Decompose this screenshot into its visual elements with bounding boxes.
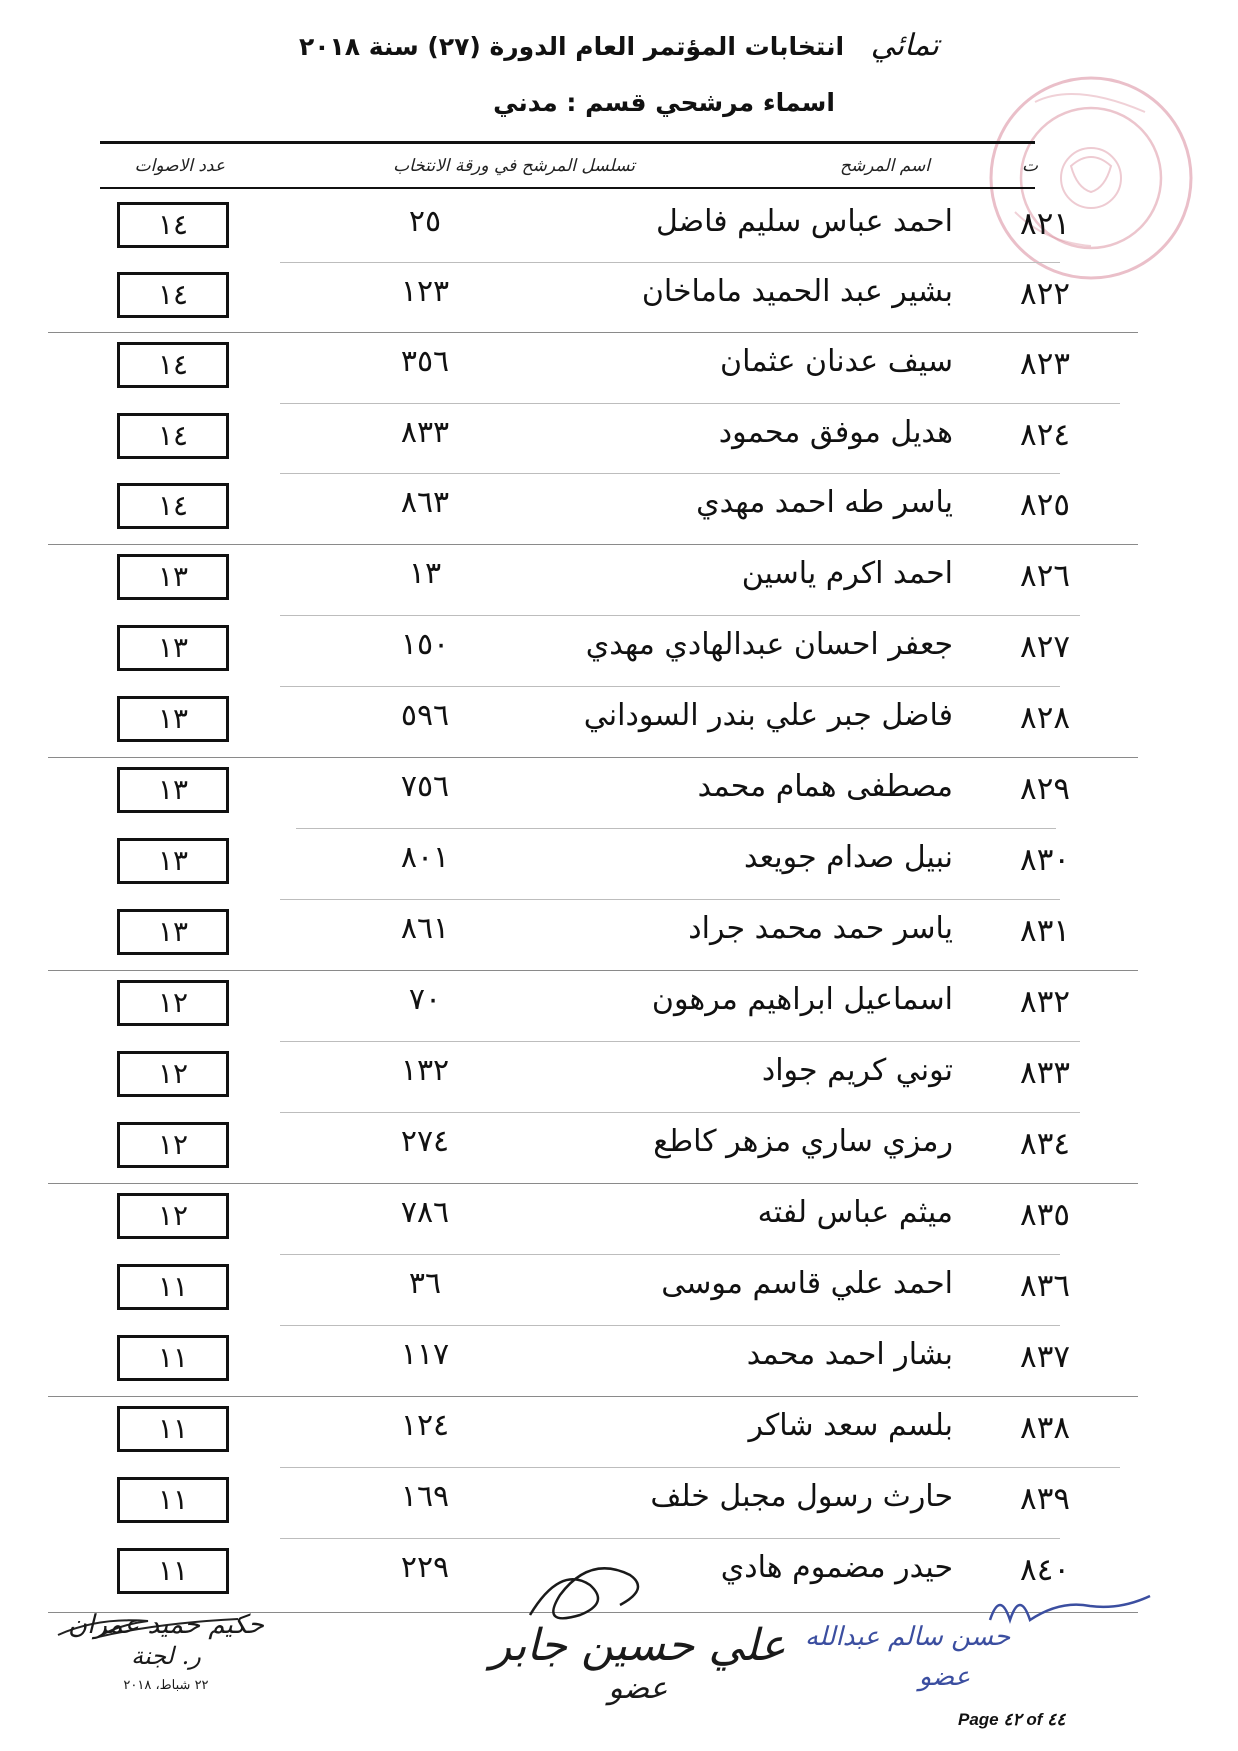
candidate-name: مصطفى همام محمد — [697, 769, 953, 804]
candidate-name: ياسر طه احمد مهدي — [696, 485, 953, 520]
row-number: ٨٢١ — [1020, 206, 1070, 242]
row-number: ٨٣٤ — [1020, 1126, 1070, 1162]
table-row — [0, 1187, 1238, 1257]
signature-left — [68, 1610, 264, 1693]
table-row — [0, 1542, 1238, 1612]
vote-count-box: ١١ — [117, 1548, 229, 1594]
table-row — [0, 690, 1238, 760]
table-row — [0, 336, 1238, 406]
row-separator — [48, 970, 1138, 971]
candidate-name: رمزي ساري مزهر كاطع — [653, 1124, 953, 1159]
ballot-sequence: ٧٨٦ — [400, 1195, 450, 1230]
row-number: ٨٣٨ — [1020, 1410, 1070, 1446]
row-number: ٨٢٧ — [1020, 629, 1070, 665]
ballot-sequence: ١٢٤ — [400, 1408, 450, 1443]
table-row — [0, 1045, 1238, 1115]
table-row — [0, 1258, 1238, 1328]
table-row — [0, 548, 1238, 618]
row-separator — [280, 262, 1060, 263]
signature-middle — [490, 1620, 786, 1706]
ballot-sequence: ١٥٠ — [400, 627, 450, 662]
ballot-sequence: ١٦٩ — [400, 1479, 450, 1514]
row-separator — [48, 1183, 1138, 1184]
vote-count-box: ١٤ — [117, 202, 229, 248]
row-separator — [280, 403, 1120, 404]
ballot-sequence: ١٣ — [408, 556, 442, 591]
table-row — [0, 1329, 1238, 1399]
candidate-name: بلسم سعد شاكر — [748, 1408, 953, 1443]
signature-middle-name: علي حسين جابر — [490, 1620, 786, 1671]
vote-count-box: ١٢ — [117, 1122, 229, 1168]
table-row — [0, 761, 1238, 831]
ballot-sequence: ١٣٢ — [400, 1053, 450, 1088]
row-number: ٨٢٤ — [1020, 417, 1070, 453]
table-row — [0, 196, 1238, 266]
signature-right-role: عضو — [918, 1662, 971, 1692]
vote-count-box: ١٣ — [117, 696, 229, 742]
vote-count-box: ١١ — [117, 1335, 229, 1381]
table-row — [0, 407, 1238, 477]
row-number: ٨٣٩ — [1020, 1481, 1070, 1517]
table-row — [0, 477, 1238, 547]
ballot-sequence: ١٢٣ — [400, 274, 450, 309]
ballot-sequence: ٨٦١ — [400, 911, 450, 946]
candidate-name: حيدر مضموم هادي — [720, 1550, 953, 1585]
candidate-name: فاضل جبر علي بندر السوداني — [583, 698, 953, 733]
ballot-sequence: ٢٥ — [408, 204, 442, 239]
vote-count-box: ١٣ — [117, 554, 229, 600]
ballot-sequence: ٣٥٦ — [400, 344, 450, 379]
table-row — [0, 974, 1238, 1044]
ballot-sequence: ١١٧ — [400, 1337, 450, 1372]
row-separator — [280, 686, 1060, 687]
table-row — [0, 832, 1238, 902]
signature-left-name: حكيم حميد عمران — [68, 1610, 264, 1640]
signature-middle-role: عضو — [608, 1671, 668, 1706]
vote-count-box: ١١ — [117, 1477, 229, 1523]
candidate-name: حارث رسول مجبل خلف — [650, 1479, 953, 1514]
row-number: ٨٢٨ — [1020, 700, 1070, 736]
ballot-sequence: ٨٦٣ — [400, 485, 450, 520]
vote-count-box: ١٤ — [117, 413, 229, 459]
row-separator — [280, 1325, 1060, 1326]
table-row — [0, 1471, 1238, 1541]
row-separator — [280, 1041, 1080, 1042]
vote-count-box: ١٣ — [117, 838, 229, 884]
page-number: Page ٤٢ of ٤٤ — [958, 1710, 1066, 1729]
row-separator — [48, 332, 1138, 333]
row-number: ٨٤٠ — [1020, 1552, 1070, 1588]
row-separator — [280, 1538, 1060, 1539]
row-number: ٨٣٣ — [1020, 1055, 1070, 1091]
signature-right — [805, 1622, 1010, 1692]
vote-count-box: ١٤ — [117, 272, 229, 318]
document-date: ٢٢ شباط، ٢٠١٨ — [123, 1678, 209, 1693]
header-top-rule — [100, 141, 1035, 144]
handwritten-note: تمائي — [870, 28, 939, 63]
row-separator — [280, 1254, 1060, 1255]
row-number: ٨٢٩ — [1020, 771, 1070, 807]
vote-count-box: ١٣ — [117, 625, 229, 671]
vote-count-box: ١٢ — [117, 1051, 229, 1097]
candidate-name: احمد عباس سليم فاضل — [655, 204, 953, 239]
row-number: ٨٢٣ — [1020, 346, 1070, 382]
row-separator — [48, 544, 1138, 545]
candidate-name: بشير عبد الحميد ماماخان — [641, 274, 953, 309]
table-row — [0, 619, 1238, 689]
candidate-name: ميثم عباس لفته — [757, 1195, 953, 1230]
row-number: ٨٣٦ — [1020, 1268, 1070, 1304]
page-subtitle: اسماء مرشحي قسم : مدني — [493, 88, 835, 117]
row-separator — [296, 828, 1056, 829]
column-header-num: ت — [1021, 156, 1038, 176]
table-row — [0, 1400, 1238, 1470]
ballot-sequence: ٥٩٦ — [400, 698, 450, 733]
row-separator — [48, 1396, 1138, 1397]
row-separator — [280, 615, 1080, 616]
candidate-name: نبيل صدام جويعد — [744, 840, 953, 875]
signature-left-role: ر. لجنة — [131, 1642, 201, 1670]
table-row — [0, 266, 1238, 336]
ballot-sequence: ٨٠١ — [400, 840, 450, 875]
candidate-name: احمد علي قاسم موسى — [661, 1266, 953, 1301]
row-number: ٨٣١ — [1020, 913, 1070, 949]
vote-count-box: ١٣ — [117, 909, 229, 955]
vote-count-box: ١٢ — [117, 1193, 229, 1239]
vote-count-box: ١٤ — [117, 342, 229, 388]
table-row — [0, 903, 1238, 973]
ballot-sequence: ٧٥٦ — [400, 769, 450, 804]
candidate-name: اسماعيل ابراهيم مرهون — [651, 982, 953, 1017]
row-separator — [48, 757, 1138, 758]
page-title — [0, 28, 1238, 63]
vote-count-box: ١٤ — [117, 483, 229, 529]
row-number: ٨٣٠ — [1020, 842, 1070, 878]
column-header-name: اسم المرشح — [839, 156, 930, 176]
row-separator — [280, 899, 1060, 900]
candidate-name: احمد اكرم ياسين — [741, 556, 953, 591]
candidate-name: سيف عدنان عثمان — [720, 344, 953, 379]
row-number: ٨٢٢ — [1020, 276, 1070, 312]
vote-count-box: ١٣ — [117, 767, 229, 813]
column-header-votes: عدد الاصوات — [134, 156, 225, 176]
candidate-name: توني كريم جواد — [761, 1053, 953, 1088]
row-number: ٨٣٧ — [1020, 1339, 1070, 1375]
ballot-sequence: ٨٣٣ — [400, 415, 450, 450]
row-separator — [280, 1467, 1120, 1468]
ballot-sequence: ٢٧٤ — [400, 1124, 450, 1159]
row-number: ٨٢٥ — [1020, 487, 1070, 523]
column-header-seq: تسلسل المرشح في ورقة الانتخاب — [393, 156, 635, 176]
candidate-name: هديل موفق محمود — [718, 415, 953, 450]
vote-count-box: ١٢ — [117, 980, 229, 1026]
table-row — [0, 1116, 1238, 1186]
candidate-name: جعفر احسان عبدالهادي مهدي — [585, 627, 953, 662]
row-separator — [280, 473, 1060, 474]
candidate-name: ياسر حمد محمد جراد — [688, 911, 953, 946]
vote-count-box: ١١ — [117, 1406, 229, 1452]
ballot-sequence: ٣٦ — [408, 1266, 442, 1301]
row-number: ٨٣٥ — [1020, 1197, 1070, 1233]
ballot-sequence: ٧٠ — [408, 982, 442, 1017]
candidate-name: بشار احمد محمد — [746, 1337, 953, 1372]
ballot-sequence: ٢٢٩ — [400, 1550, 450, 1585]
signature-right-name: حسن سالم عبدالله — [805, 1622, 1011, 1652]
title-text: انتخابات المؤتمر العام الدورة (٢٧) سنة ٢٠١٨ — [299, 32, 845, 61]
row-separator — [280, 1112, 1080, 1113]
vote-count-box: ١١ — [117, 1264, 229, 1310]
row-number: ٨٣٢ — [1020, 984, 1070, 1020]
header-bottom-rule — [100, 187, 1035, 189]
row-number: ٨٢٦ — [1020, 558, 1070, 594]
